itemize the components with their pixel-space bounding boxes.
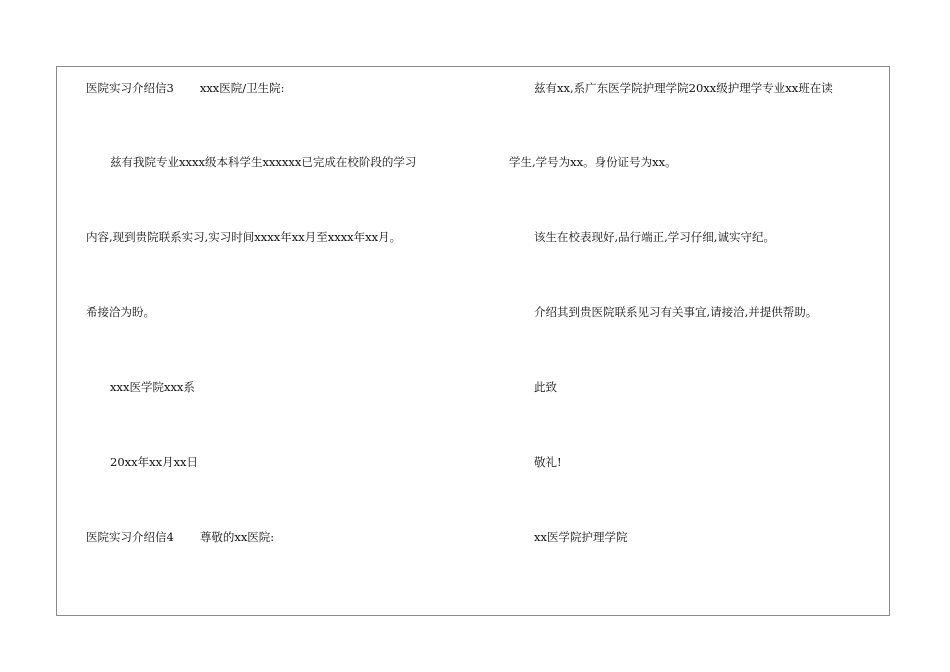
letter-4-signature-org: xx医学院护理学院	[534, 530, 628, 544]
letter-4-title: 医院实习介绍信4	[86, 530, 174, 544]
letter-4-greeting: 尊敬的xx医院:	[199, 530, 275, 544]
left-title-line	[86, 80, 285, 96]
letter-3-title: 医院实习介绍信3	[86, 81, 174, 95]
letter-3-body-line-1: 兹有我院专业xxxx级本科学生xxxxxx已完成在校阶段的学习	[110, 155, 417, 169]
letter-4-body-line-1: 兹有xx,系广东医学院护理学院20xx级护理学专业xx班在读	[534, 81, 833, 95]
left-title-line-4	[86, 529, 274, 545]
letter-3-greeting: xxx医院/卫生院:	[199, 81, 285, 95]
letter-3-signature-org: xxx医学院xxx系	[110, 380, 195, 394]
letter-3-signature-date: 20xx年xx月xx日	[110, 455, 199, 469]
letter-4-closing-2: 敬礼!	[534, 455, 562, 469]
letter-3-body-line-2: 内容,现到贵院联系实习,实习时间xxxx年xx月至xxxx年xx月。	[86, 230, 402, 244]
letter-4-closing-1: 此致	[534, 380, 557, 394]
letter-4-body-line-2: 学生,学号为xx。身份证号为xx。	[509, 155, 677, 169]
letter-4-body-line-3: 该生在校表现好,品行端正,学习仔细,诚实守纪。	[534, 230, 775, 244]
letter-3-body-line-3: 希接洽为盼。	[86, 305, 155, 319]
letter-4-body-line-4: 介绍其到贵医院联系见习有关事宜,请接洽,并提供帮助。	[534, 305, 818, 319]
